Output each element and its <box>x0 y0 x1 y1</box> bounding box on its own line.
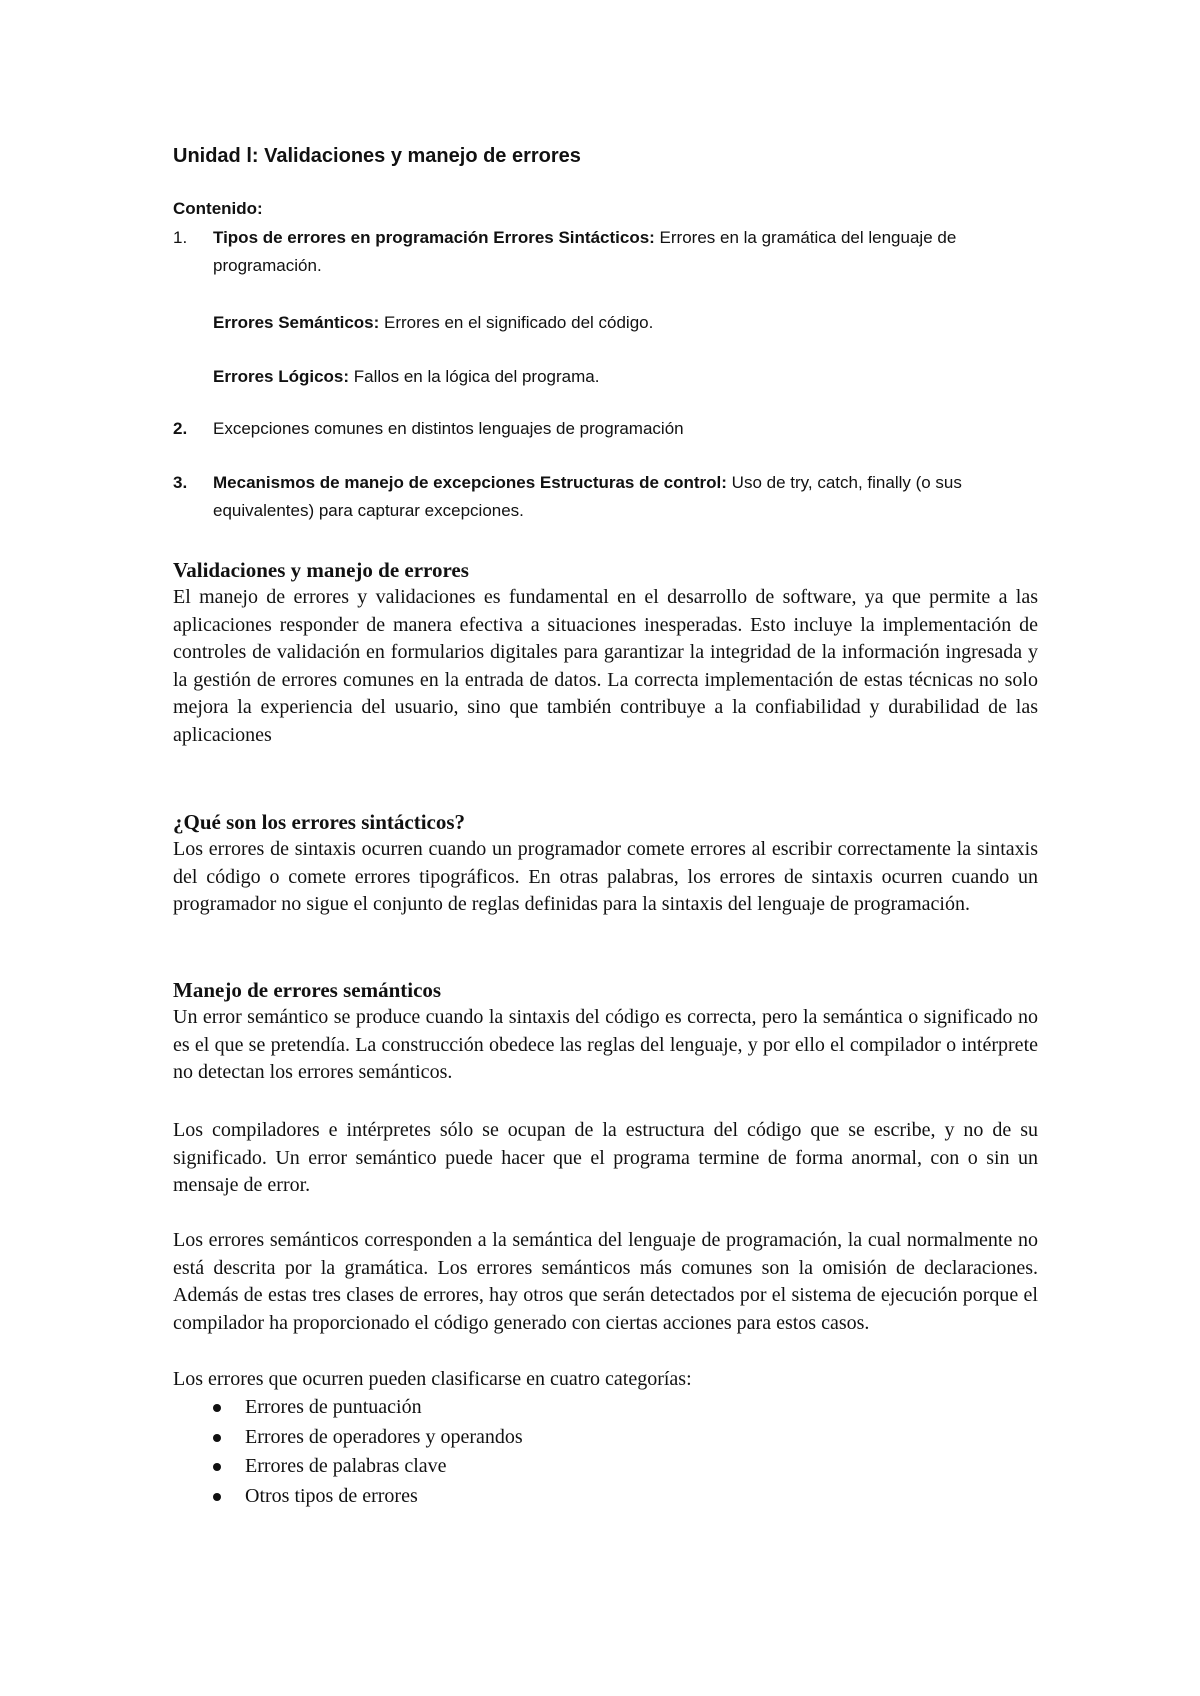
toc-item-3-text: Uso de try, catch, finally (o sus equivalentes) para capturar excepciones. <box>213 473 962 520</box>
section-semantic-errors <box>173 976 1038 1087</box>
toc-item-1 <box>173 224 1048 280</box>
section-validations-body: El manejo de errores y validaciones es fundamental en el desarrollo de software, ya que permite a las aplicaciones responder de manera efectiva a situaciones inesperadas. Esto incluye la implementación de controles de validación en formularios digitales para garantizar la integridad de la información ingresada y la gestión de errores comunes en la entrada de datos. La correcta implementación de estas técnicas no solo mejora la experiencia del usuario, sino que también contribuye a la confiabilidad y durabilidad de las aplicaciones <box>173 586 1038 746</box>
contents-label: Contenido: <box>173 199 263 218</box>
section-semantic-errors-body: Un error semántico se produce cuando la sintaxis del código es correcta, pero la semántica o significado no es el que se pretendía. La construcción obedece las reglas del lenguaje, y por ello el compilador o intérprete no detectan los errores semánticos. <box>173 1006 1038 1084</box>
toc-item-3-number: 3. <box>173 473 188 492</box>
list-item: Otros tipos de errores <box>213 1482 523 1512</box>
toc-subitem-semantic <box>173 309 1048 337</box>
paragraph-semantic-details <box>173 1227 1038 1337</box>
toc-item-3-bold: Mecanismos de manejo de excepciones Estructuras de control: <box>213 473 727 492</box>
section-semantic-errors-heading: Manejo de errores semánticos <box>173 978 442 1002</box>
paragraph-categories-intro <box>173 1366 1038 1394</box>
bullet-icon <box>213 1463 221 1471</box>
section-syntax-errors <box>173 808 1038 919</box>
toc-item-1-text: Errores en la gramática del lenguaje de programación. <box>213 228 957 275</box>
bullet-icon <box>213 1434 221 1442</box>
toc-item-3 <box>173 469 1048 525</box>
toc-subitem-semantic-bold: Errores Semánticos: <box>213 313 380 332</box>
toc-item-1-bold: Tipos de errores en programación Errores Sintácticos: <box>213 228 655 247</box>
bullet-icon <box>213 1404 221 1412</box>
toc-subitem-logic <box>173 363 1048 391</box>
section-validations <box>173 556 1038 750</box>
bullet-icon <box>213 1493 221 1501</box>
section-syntax-errors-heading: ¿Qué son los errores sintácticos? <box>173 810 466 834</box>
toc-item-1-number: 1. <box>173 228 188 247</box>
toc-item-2-number: 2. <box>173 419 188 438</box>
section-validations-heading: Validaciones y manejo de errores <box>173 558 469 582</box>
paragraph-categories-intro-text: Los errores que ocurren pueden clasificarse en cuatro categorías: <box>173 1368 692 1390</box>
paragraph-compilers <box>173 1117 1038 1200</box>
page-title: Unidad l: Validaciones y manejo de errores <box>173 145 581 167</box>
paragraph-semantic-details-text: Los errores semánticos corresponden a la semántica del lenguaje de programación, la cual normalmente no está descrita por la gramática. Los errores semánticos más comunes son la omisión de declaraciones. Además de estas tres clases de errores, hay otros que serán detectados por el sistema de ejecución porque el compilador ha proporcionado el código generado con ciertas acciones para estos casos. <box>173 1229 1038 1334</box>
list-item: Errores de palabras clave <box>213 1452 523 1482</box>
toc-item-2 <box>173 415 1048 443</box>
toc-item-2-text: Excepciones comunes en distintos lenguajes de programación <box>213 419 684 438</box>
paragraph-compilers-text: Los compiladores e intérpretes sólo se ocupan de la estructura del código que se escribe, y no de su significado. Un error semántico puede hacer que el programa termine de forma anormal, con o sin un mensaje de error. <box>173 1119 1038 1197</box>
list-item: Errores de operadores y operandos <box>213 1423 523 1453</box>
toc-subitem-logic-text: Fallos en la lógica del programa. <box>349 367 600 386</box>
list-item: Errores de puntuación <box>213 1393 523 1423</box>
toc-subitem-logic-bold: Errores Lógicos: <box>213 367 350 386</box>
error-categories-list <box>213 1393 523 1511</box>
section-syntax-errors-body: Los errores de sintaxis ocurren cuando un programador comete errores al escribir correctamente la sintaxis del código o comete errores tipográficos. En otras palabras, los errores de sintaxis ocurren cuando un programador no sigue el conjunto de reglas definidas para la sintaxis del lenguaje de programación. <box>173 838 1038 916</box>
toc-subitem-semantic-text: Errores en el significado del código. <box>379 313 654 332</box>
